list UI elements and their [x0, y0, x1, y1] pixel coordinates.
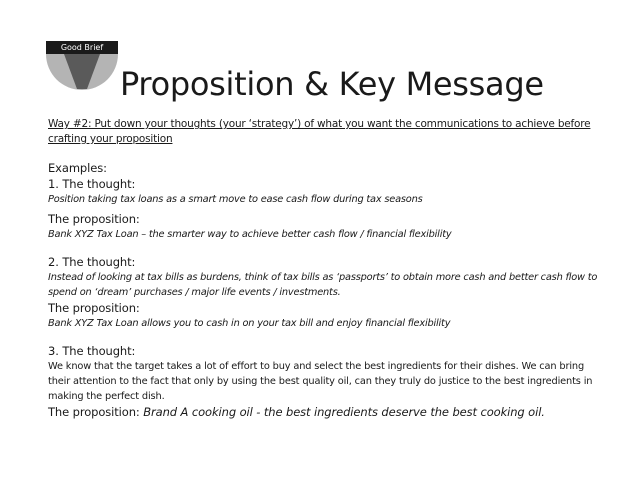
page-title: Proposition & Key Message: [120, 65, 544, 103]
example-2: [48, 254, 600, 331]
proposition-text: Bank XYZ Tax Loan allows you to cash in on your tax bill and enjoy financial flexibility: [48, 318, 451, 329]
thought-heading: 2. The thought:: [48, 255, 136, 269]
examples-section: [48, 160, 600, 420]
thought-heading: 1. The thought:: [48, 177, 136, 191]
intro-text: Way #2: Put down your thoughts (your ‘strategy’) of what you want the communications to achieve before crafting your proposition: [48, 118, 591, 145]
thought-text: Instead of looking at tax bills as burdens, think of tax bills as ‘passports’ to obtain more cash and better cash flow to spend on ‘dream’ purchases / major life events / investments.: [48, 272, 598, 298]
proposition-text: Brand A cooking oil - the best ingredients deserve the best cooking oil.: [143, 405, 545, 419]
thought-text: Position taking tax loans as a smart move to ease cash flow during tax seasons: [48, 194, 423, 205]
examples-label: Examples:: [48, 161, 107, 175]
proposition-text: Bank XYZ Tax Loan – the smarter way to achieve better cash flow / financial flexibility: [48, 229, 452, 240]
proposition-heading: The proposition:: [48, 405, 140, 419]
good-brief-logo: [38, 41, 118, 101]
thought-text: We know that the target takes a lot of effort to buy and select the best ingredients for their dishes. We can bring their attention to the fact that only by using the best quality oil, can they truly do justice to the best ingredients in making the perfect dish.: [48, 361, 593, 402]
proposition-line: [48, 404, 600, 420]
example-3: [48, 343, 600, 420]
logo-label: Good Brief: [60, 43, 104, 52]
example-1: [48, 176, 600, 242]
thought-heading: 3. The thought:: [48, 344, 136, 358]
proposition-heading: The proposition:: [48, 301, 140, 315]
proposition-heading: The proposition:: [48, 212, 140, 226]
